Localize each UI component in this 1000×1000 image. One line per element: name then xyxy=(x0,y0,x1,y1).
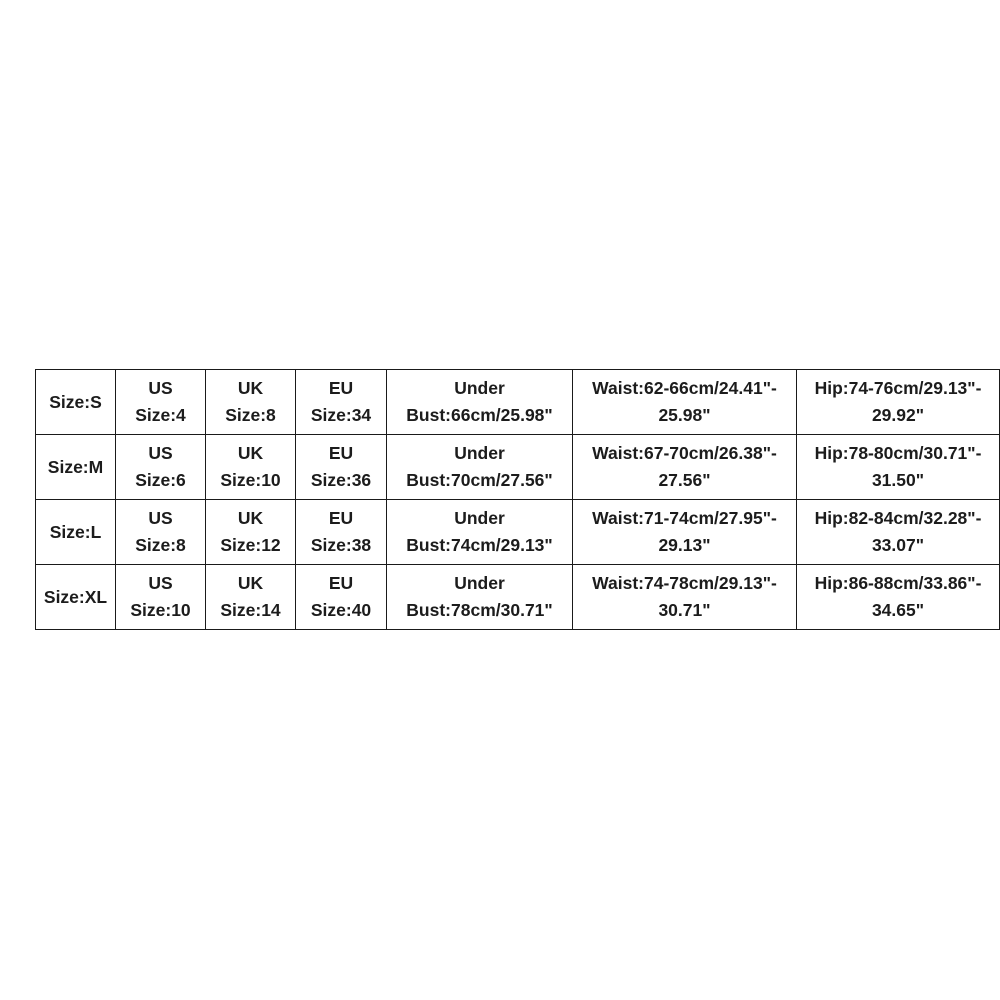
size-cell xyxy=(36,370,116,435)
size-chart-table xyxy=(35,369,1000,630)
eu-label: EU xyxy=(328,573,354,593)
eu-size-cell xyxy=(296,500,387,565)
eu-size-value: Size:36 xyxy=(310,470,372,490)
uk-size-cell xyxy=(206,565,296,630)
hip-value-line-2: 33.07" xyxy=(871,535,925,555)
eu-label: EU xyxy=(328,378,354,398)
under-bust-value: Bust:74cm/29.13" xyxy=(406,535,553,555)
under-bust-cell xyxy=(387,370,573,435)
waist-cell xyxy=(573,565,797,630)
eu-size-value: Size:40 xyxy=(310,600,372,620)
waist-value-line-1: Waist:71-74cm/27.95"- xyxy=(592,508,777,528)
uk-size-value: Size:12 xyxy=(220,535,281,555)
us-label: US xyxy=(148,443,173,463)
waist-value-line-2: 30.71" xyxy=(658,600,711,620)
table-row xyxy=(36,565,1000,630)
hip-cell xyxy=(797,565,1000,630)
uk-label: UK xyxy=(237,508,264,528)
hip-value-line-2: 29.92" xyxy=(871,405,925,425)
under-bust-value: Bust:70cm/27.56" xyxy=(406,470,553,490)
waist-cell xyxy=(573,435,797,500)
under-bust-cell xyxy=(387,500,573,565)
us-label: US xyxy=(148,378,173,398)
size-cell xyxy=(36,565,116,630)
us-size-value: Size:8 xyxy=(135,535,186,555)
size-label: Size:M xyxy=(47,456,104,477)
us-label: US xyxy=(148,573,173,593)
waist-value-line-1: Waist:67-70cm/26.38"- xyxy=(592,443,777,463)
us-label: US xyxy=(148,508,173,528)
us-size-cell xyxy=(116,435,206,500)
eu-size-cell xyxy=(296,565,387,630)
us-size-cell xyxy=(116,500,206,565)
uk-size-cell xyxy=(206,370,296,435)
under-bust-label: Under xyxy=(454,573,505,593)
size-cell xyxy=(36,435,116,500)
under-bust-label: Under xyxy=(454,378,505,398)
hip-cell xyxy=(797,500,1000,565)
size-label: Size:XL xyxy=(43,586,108,607)
us-size-cell xyxy=(116,565,206,630)
us-size-cell xyxy=(116,370,206,435)
waist-value-line-2: 27.56" xyxy=(658,470,711,490)
table-row xyxy=(36,500,1000,565)
hip-value-line-2: 34.65" xyxy=(871,600,925,620)
waist-cell xyxy=(573,500,797,565)
table-row xyxy=(36,435,1000,500)
under-bust-cell xyxy=(387,435,573,500)
eu-size-value: Size:38 xyxy=(310,535,372,555)
size-cell xyxy=(36,500,116,565)
uk-label: UK xyxy=(237,573,264,593)
eu-size-cell xyxy=(296,370,387,435)
us-size-value: Size:6 xyxy=(135,470,186,490)
eu-label: EU xyxy=(328,443,354,463)
uk-label: UK xyxy=(237,378,264,398)
hip-value-line-1: Hip:86-88cm/33.86"- xyxy=(814,573,982,593)
under-bust-value: Bust:78cm/30.71" xyxy=(406,600,553,620)
eu-label: EU xyxy=(328,508,354,528)
under-bust-value: Bust:66cm/25.98" xyxy=(406,405,553,425)
under-bust-cell xyxy=(387,565,573,630)
hip-cell xyxy=(797,435,1000,500)
size-label: Size:S xyxy=(49,391,102,412)
hip-value-line-1: Hip:74-76cm/29.13"- xyxy=(814,378,982,398)
uk-size-value: Size:14 xyxy=(220,600,281,620)
us-size-value: Size:4 xyxy=(135,405,186,425)
under-bust-label: Under xyxy=(454,443,505,463)
waist-value-line-1: Waist:62-66cm/24.41"- xyxy=(592,378,777,398)
uk-size-value: Size:8 xyxy=(225,405,276,425)
us-size-value: Size:10 xyxy=(130,600,191,620)
uk-size-cell xyxy=(206,435,296,500)
hip-value-line-1: Hip:78-80cm/30.71"- xyxy=(814,443,982,463)
waist-value-line-2: 29.13" xyxy=(658,535,711,555)
hip-value-line-1: Hip:82-84cm/32.28"- xyxy=(814,508,982,528)
hip-cell xyxy=(797,370,1000,435)
eu-size-value: Size:34 xyxy=(310,405,372,425)
waist-value-line-2: 25.98" xyxy=(658,405,711,425)
waist-value-line-1: Waist:74-78cm/29.13"- xyxy=(592,573,777,593)
uk-size-cell xyxy=(206,500,296,565)
table-row xyxy=(36,370,1000,435)
hip-value-line-2: 31.50" xyxy=(871,470,925,490)
size-label: Size:L xyxy=(49,521,102,542)
waist-cell xyxy=(573,370,797,435)
uk-label: UK xyxy=(237,443,264,463)
eu-size-cell xyxy=(296,435,387,500)
under-bust-label: Under xyxy=(454,508,505,528)
uk-size-value: Size:10 xyxy=(220,470,281,490)
